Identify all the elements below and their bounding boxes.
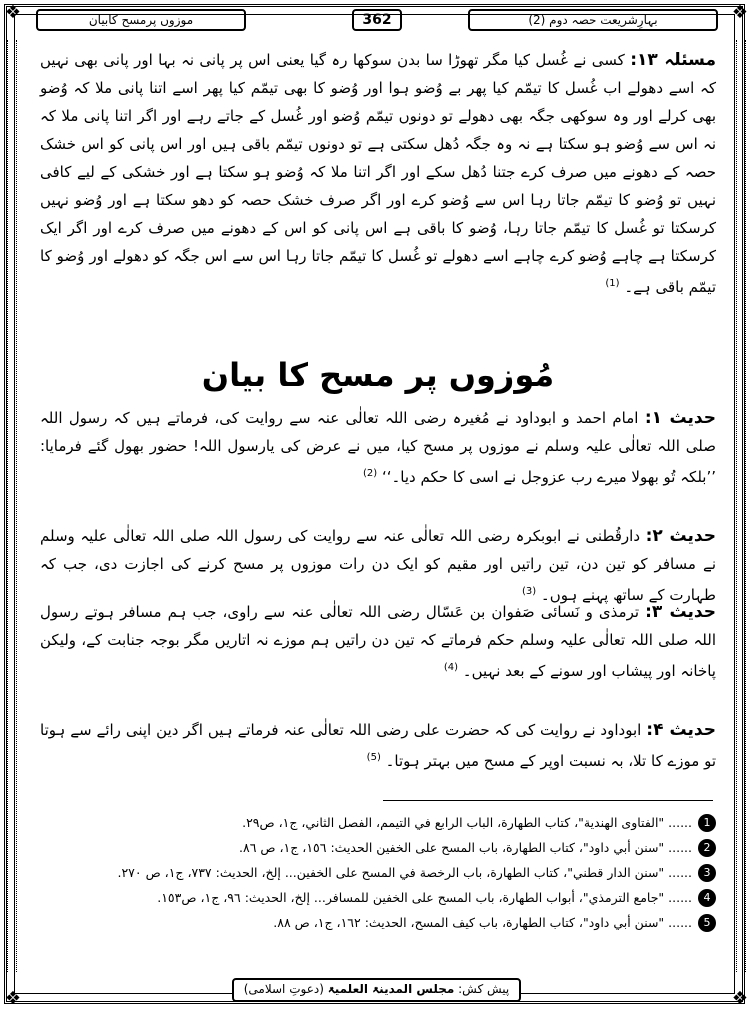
footnote-ref: (5) [366, 752, 381, 763]
footnote-text: ...... "الفتاوى الهندية"، كتاب الطهارة، الباب الرابع في التيمم، الفصل الثاني، ج١، ص٢٩. [242, 815, 692, 830]
footer-publisher-box [232, 978, 522, 1002]
page-footer [0, 978, 753, 1002]
hadith-2 [40, 522, 716, 609]
masala-paragraph [40, 46, 716, 301]
hadith-1 [40, 404, 716, 491]
footnote-text: ...... "سنن أبي داود"، كتاب الطهارة، باب كيف المسح، الحديث: ١٦٢، ج١، ص ٨٨. [273, 915, 692, 930]
footnote-item [40, 860, 716, 885]
hadith-4 [40, 716, 716, 775]
hadith-label: حدیث ۴: [646, 720, 716, 740]
masala-text: کسی نے غُسل کیا مگر تھوڑا سا بدن سوکھا رہ گیا یعنی اس پر پانی نہ بہا اور پانی بھی نہیں کہ اسے دھولے اب غُسل کا تیمّم کیا پھر بے وُضو ہوا اور وُضو کا بھی تیمّم کیا پھر اسے اتنا پانی ملا کہ وُضو بھی کرلے اور وہ سوکھی جگہ بھی دھولے تو دونوں تیمّم وُضو اور غُسل کے جاتے رہے اور اگر اتنا پانی ملا کہ نہ اس سے وُضو ہو سکتا ہے نہ وہ جگہ دُھل سکتی ہے تو دونوں تیمّم باقی ہیں اور اس پانی کو اس خشک حصہ کے دھونے میں صرف کرے جتنا دُھل سکے اور اگر اتنا ملا کہ وُضو ہو سکتا ہے اور خشکی کے لیے کافی نہیں تو وُضو کا تیمّم جاتا رہا اس سے وُضو کرے اور اگر صرف خشک حصہ کو دھو سکتا ہے اور وُضو نہیں کرسکتا تو غُسل کا تیمّم جاتا رہا، وُضو کا باقی ہے اس پانی کو اس کے دھونے میں صرف کرے اور اگر ایک کرسکتا ہے چاہے وُضو کرے چاہے اسے دھولے تو غُسل کا تیمّم جاتا رہا اس سے اس جگہ کو دھولے اور وُضو کا تیمّم باقی ہے۔ [40, 51, 717, 296]
hadith-3 [40, 598, 716, 685]
footnote-item [40, 885, 716, 910]
footnote-number: 4 [698, 889, 716, 907]
footnote-item [40, 910, 716, 935]
footnote-ref: (1) [605, 278, 620, 289]
footnote-item [40, 810, 716, 835]
footnote-number: 2 [698, 839, 716, 857]
corner-ornament-icon: ❖ [4, 988, 22, 1009]
header-chapter-title: موزوں پرمسح کابیان [36, 9, 246, 31]
corner-ornament-icon: ❖ [4, 2, 22, 23]
hadith-text: دارقُطنی نے ابوبکرہ رضی اللہ تعالٰی عنہ سے روایت کی رسول اللہ صلی اللہ تعالٰی علیہ وسلم نے مسافر کو تین دن، تین راتیں اور مقیم کو ایک دن رات موزوں پر مسح کرنے کی اجازت دی، جب کہ طہارت کے ساتھ پہنے ہوں۔ [40, 527, 716, 604]
masala-label: مسئلہ ۱۳: [630, 50, 716, 70]
page-header [36, 9, 718, 33]
corner-ornament-icon: ❖ [731, 2, 749, 23]
footnote-text: ...... "سنن أبي داود"، كتاب الطهارة، باب المسح على الخفين الحديث: ١٥٦، ج١، ص ٨٦. [239, 840, 692, 855]
page-number: 362 [352, 9, 402, 31]
hadith-label: حدیث ۳: [645, 602, 716, 622]
footer-prefix: پیش کش: [458, 982, 510, 996]
hadith-text: امام احمد و ابوداود نے مُغیرہ رضی اللہ تعالٰی عنہ سے روایت کی، فرماتے ہیں کہ رسول اللہ صلی اللہ تعالٰی علیہ وسلم نے موزوں پر مسح کیا، میں نے عرض کی یارسول اللہ! حضور بھول گئے فرمایا: ’’بلکہ تُو بھولا میرے رب عزوجل نے اسی کا حکم دیا۔‘‘ [40, 409, 716, 486]
footnote-ref: (3) [521, 586, 537, 597]
footnote-text: ...... "جامع الترمذي"، أبواب الطهارة، باب المسح على الخفين للمسافر... إلخ، الحديث: ٩٦، ج١، ص١٥٣. [157, 890, 692, 905]
section-title: مُوزوں پر مسح کا بیان [201, 356, 555, 394]
footnote-item [40, 835, 716, 860]
side-ornament-left [7, 40, 17, 972]
header-book-title: بہارِشریعت حصہ دوم (2) [468, 9, 718, 31]
footnote-ref: (4) [443, 662, 458, 673]
footnote-text: ...... "سنن الدار قطني"، كتاب الطهارة، باب الرخصة في المسح على الخفين... إلخ، الحديث: ٧٣٧، ج١، ص ٢٧٠. [117, 865, 692, 880]
corner-ornament-icon: ❖ [731, 988, 749, 1009]
hadith-text: ترمذی و نَسائی صَفوان بن عَسّال رضی اللہ تعالٰی عنہ سے راوی، جب ہم مسافر ہوتے رسول اللہ صلی اللہ تعالٰی علیہ وسلم حکم فرماتے کہ تین دن راتیں ہم موزے نہ اتاریں مگر بوجہ جنابت کے، ولیکن پاخانہ اور پیشاب اور سونے کے بعد نہیں۔ [40, 603, 716, 680]
footnote-ref: (2) [362, 468, 378, 479]
footnote-divider [383, 800, 713, 801]
hadith-label: حدیث ۲: [645, 526, 716, 546]
hadith-text: ابوداود نے روایت کی کہ حضرت علی رضی اللہ تعالٰی عنہ فرماتے ہیں اگر دین اپنی رائے سے ہوتا تو موزے کا تلا، بہ نسبت اوپر کے مسح میں بہتر ہوتا۔ [40, 721, 716, 770]
footer-org: مجلس المدینۃ العلمیۃ [327, 982, 455, 996]
footer-suffix: (دعوتِ اسلامی) [243, 982, 324, 996]
footnote-number: 5 [698, 914, 716, 932]
footnote-number: 3 [698, 864, 716, 882]
side-ornament-right [736, 40, 746, 972]
footnotes-list [40, 810, 716, 935]
hadith-label: حدیث ۱: [644, 408, 716, 428]
footnote-number: 1 [698, 814, 716, 832]
